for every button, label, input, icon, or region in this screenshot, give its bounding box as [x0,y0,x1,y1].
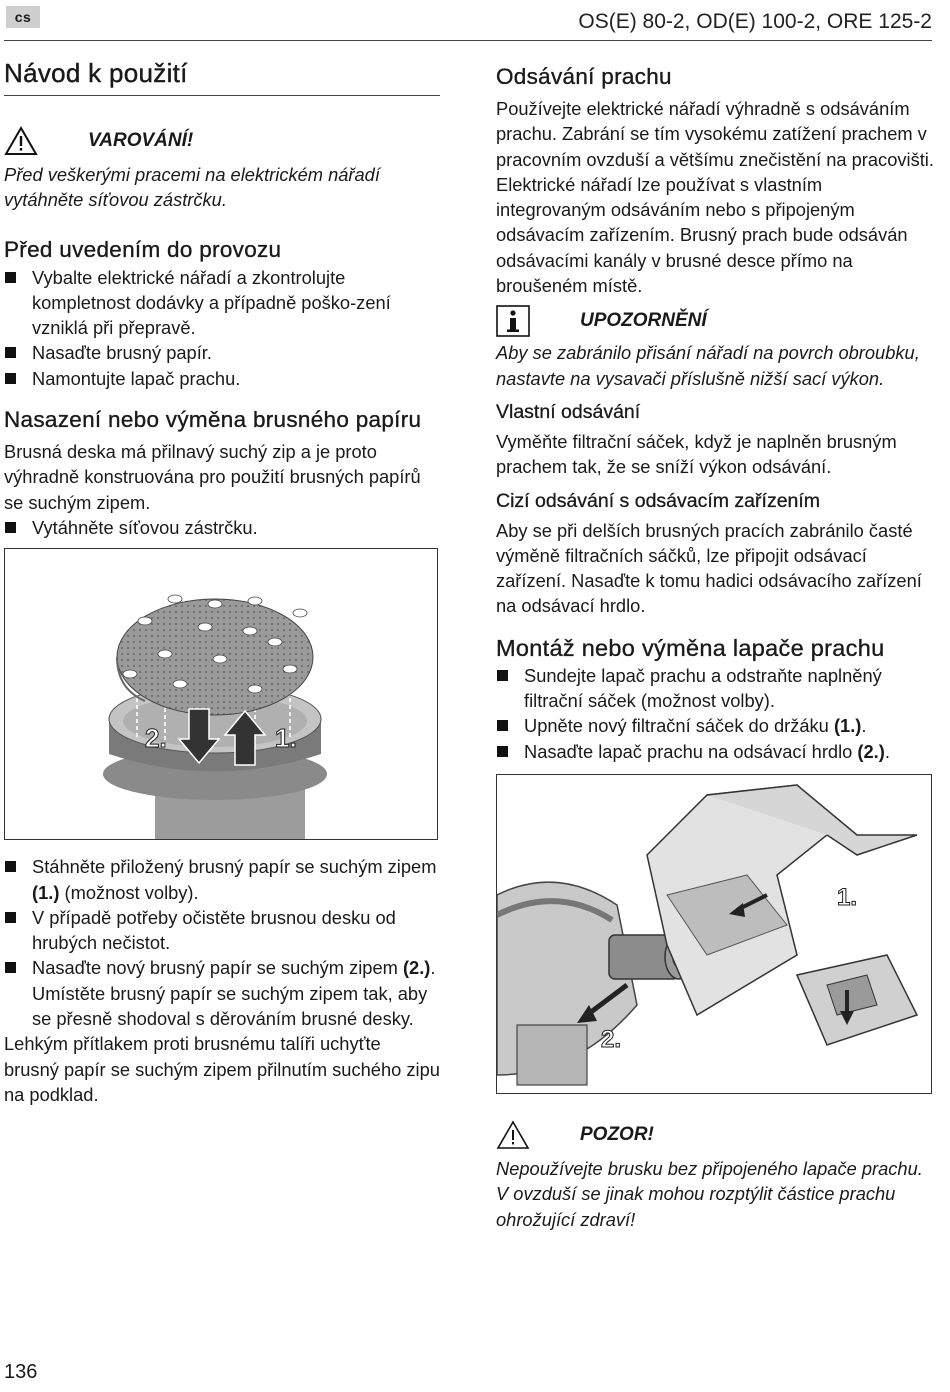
list-item: Nasaďte lapač prachu na odsávací hrdlo (2.). [496,739,936,764]
figure-label-step-2: 2. [145,723,167,754]
list-item: Sundejte lapač prachu a odstraňte naplněný filtrační sáček (možnost volby). [496,663,936,714]
section-heading-paper: Nasazení nebo výměna brusného papíru [4,407,422,433]
before-use-list [4,265,440,391]
own-extraction-text: Vyměňte filtrační sáček, když je naplněn brusným prachem tak, že se sníží výkon odsávání. [496,430,897,478]
list-item: Vybalte elektrické nářadí a zkontrolujte kompletnost dodávky a případně poško-zení vzniklá při přepravě. [4,265,440,341]
list-item: V případě potřeby očistěte brusnou desku od hrubých nečistot. [4,905,440,956]
list-item: Stáhněte přiložený brusný papír se suchým zipem (1.) (možnost volby). [4,854,440,905]
list-item: Vytáhněte síťovou zástrčku. [4,515,440,540]
warning-triangle-icon [496,1119,530,1151]
header-divider [4,40,932,41]
dust-catcher-figure [496,774,932,1094]
warning-triangle-icon [4,125,38,157]
paper-steps-list [4,854,440,1031]
figure-label-step-2: 2. [601,1025,622,1053]
note-label: UPOZORNĚNÍ [580,310,707,332]
warning-notice [4,122,440,160]
language-badge: cs [6,6,40,28]
model-title: OS(E) 80-2, OD(E) 100-2, ORE 125-2 [578,10,932,33]
caution-text: Nepoužívejte brusku bez připojeného lapače prachu. V ovzduší se jinak mohou rozptýlit částice prachu ohrožující zdraví! [496,1157,923,1230]
sanding-pad-illustration [5,549,437,839]
catcher-steps-list [496,663,936,764]
warning-text: Před veškerými pracemi na elektrickém nářadí vytáhněte síťovou zástrčku. [4,164,380,211]
page-title: Návod k použití [4,58,440,96]
section-heading-dust-catcher: Montáž nebo výměna lapače prachu [496,634,885,661]
dust-catcher-illustration [497,775,931,1093]
list-item: Namontujte lapač prachu. [4,366,440,391]
info-icon [496,305,530,337]
section-heading-dust: Odsávání prachu [496,64,672,89]
dust-text: Používejte elektrické nářadí výhradně s odsáváním prachu. Zabrání se tím vysokému zatížení prachem v pracovním ovzduší a většímu znečistění na pracovišti. Elektrické nářadí lze používat s vlastním integrovaným odsáváním nebo s připojeným odsávacím zařízením. Brusný prach bude odsáván odsávacími kanály v brusné desce přímo na broušeném místě. [496,98,934,297]
right-column [496,62,936,1232]
figure-label-step-1: 1. [275,723,297,754]
external-extraction-text: Aby se při delších brusných pracích zabránilo časté výměně filtračních sáčků, lze připojit odsávací zařízení. Nasaďte k tomu hadici odsávacího zařízení na odsávací hrdlo. [496,519,922,617]
left-column [4,58,440,1107]
figure-label-step-1: 1. [837,883,858,911]
page-number: 136 [4,1361,38,1383]
paper-intro-text: Brusná deska má přilnavý suchý zip a je proto výhradně konstruována pro použití brusných papírů se suchým zipem. [4,441,421,513]
note-text: Aby se zabránilo přisání nářadí na povrch obroubku, nastavte na vysavači příslušně nižší sací výkon. [496,342,920,389]
note-notice [496,302,936,340]
paper-closing-text: Lehkým přítlakem proti brusnému talíři uchyťte brusný papír se suchým zipem přilnutím suchého zipu na podklad. [4,1033,440,1105]
sanding-pad-figure [4,548,438,840]
list-item: Nasaďte brusný papír. [4,340,440,365]
paper-list-1 [4,515,440,540]
caution-label: POZOR! [580,1123,654,1145]
caution-notice [496,1116,936,1154]
list-item: Upněte nový filtrační sáček do držáku (1.). [496,713,936,738]
list-item: Nasaďte nový brusný papír se suchým zipem (2.). Umístěte brusný papír se suchým zipem tak, aby se přesně shodoval s děrováním brusné desky. [4,955,440,1031]
section-heading-external-extraction: Cizí odsávání s odsávacím zařízením [496,489,821,512]
section-heading-before-use: Před uvedením do provozu [4,236,282,262]
warning-label: VAROVÁNÍ! [88,130,194,151]
section-heading-own-extraction: Vlastní odsávání [496,400,641,423]
